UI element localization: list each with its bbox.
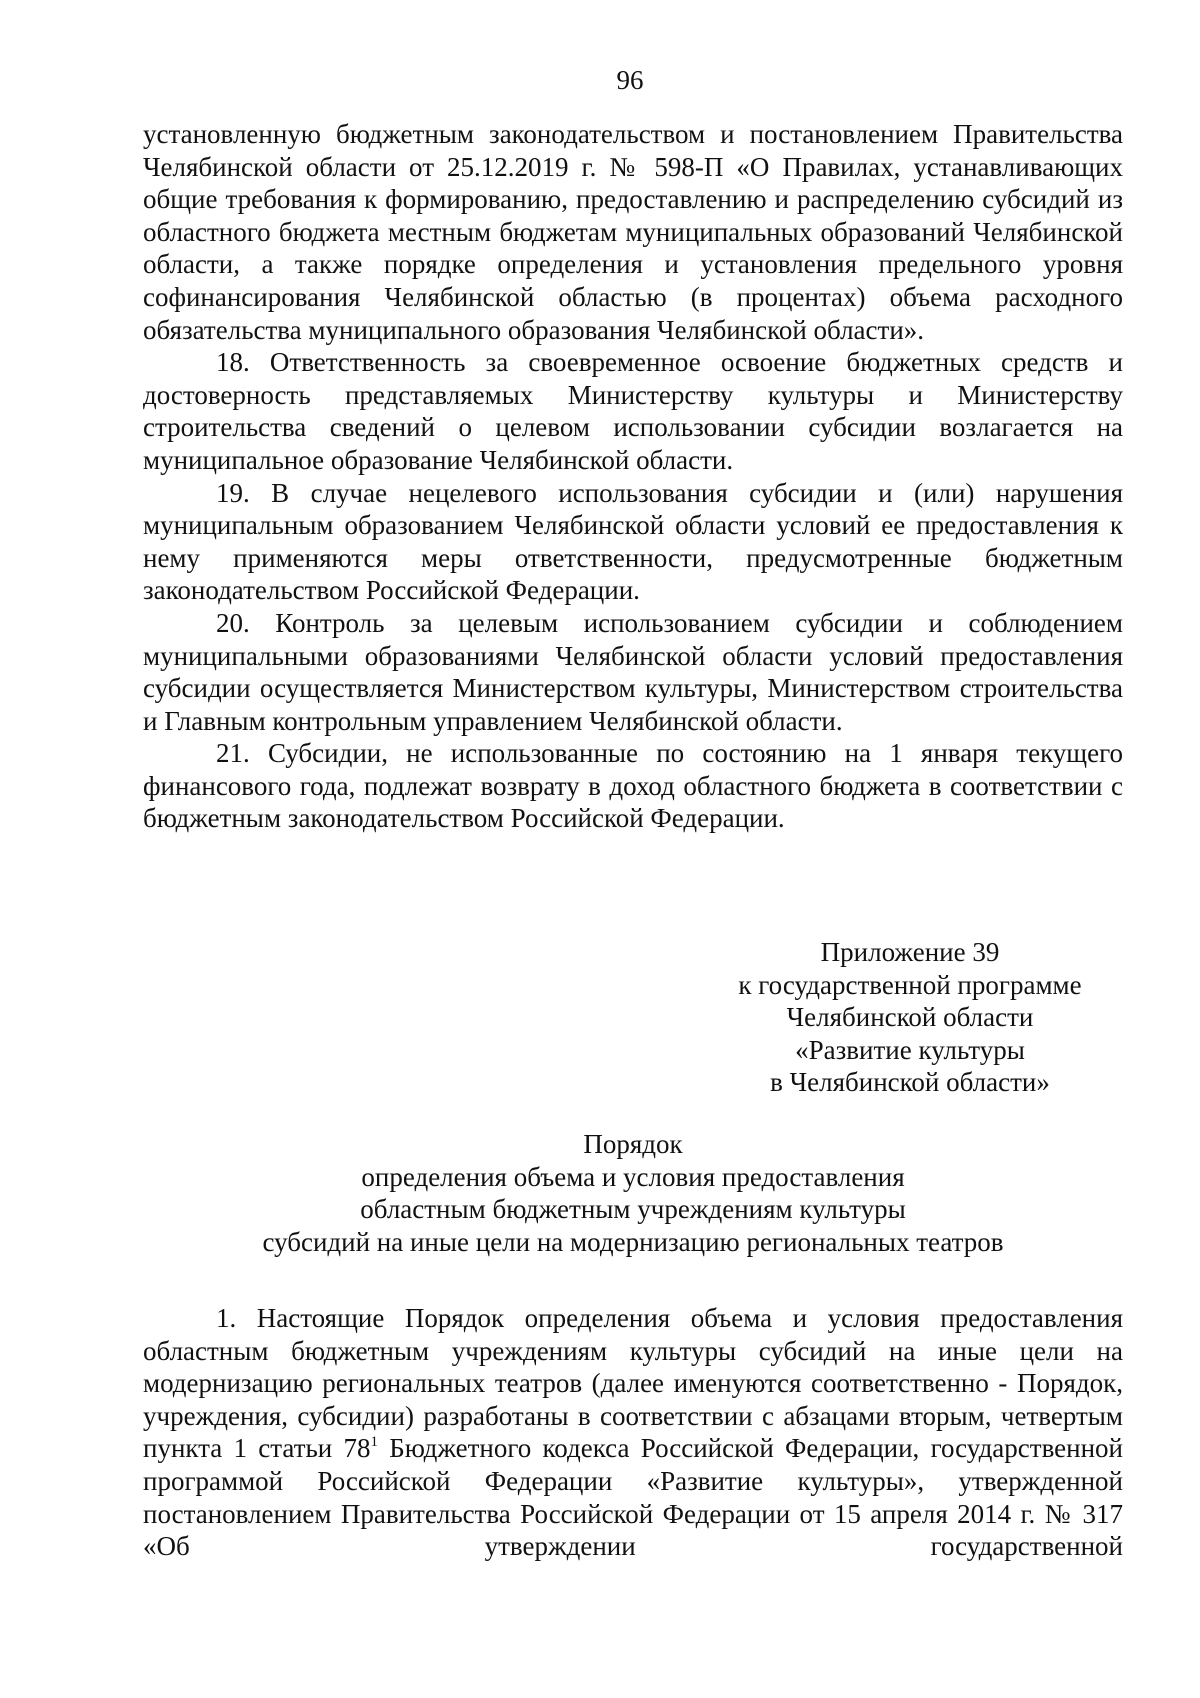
paragraph-continuation: установленную бюджетным законодательством и постановлением Правительства Челябинской области от 25.12.2019 г. № 598-П «О Правилах, устанавливающих общие требования к формированию, предоставлению и распределению субсидий из областного бюджета местным бюджетам муниципальных образований Челябинской области, а также порядке определения и установления предельного уровня софинансирования Челябинской областью (в процентах) объема расходного обязательства муниципального образования Челябинской области». <box>143 119 1123 345</box>
appendix-line: «Развитие культуры <box>795 1034 1025 1065</box>
order-paragraph-1 <box>143 1302 1123 1563</box>
paragraph-20: 20. Контроль за целевым использованием субсидии и соблюдением муниципальными образованиями Челябинской области условий предоставления субсидии осуществляется Министерством культуры, Министерством строительства и Главным контрольным управлением Челябинской области. <box>143 607 1123 736</box>
order-paragraph-1-part-2: Бюджетного кодекса Российской Федерации, государственной программой Российской Федерации «Развитие культуры», утвержденной постановлением Правительства Российской Федерации от 15 апреля 2014 г. № 317 «Об утверждении государственной <box>143 1433 1123 1562</box>
order-title-line: субсидий на иные цели на модернизацию региональных театров <box>262 1226 1004 1257</box>
order-title-line: определения объема и условия предоставления <box>361 1161 905 1192</box>
order-title <box>143 1128 1123 1258</box>
paragraph-19: 19. В случае нецелевого использования субсидии и (или) нарушения муниципальным образованием Челябинской области условий ее предоставления к нему применяются меры ответственности, предусмотренные бюджетным законодательством Российской Федерации. <box>143 477 1123 606</box>
order-body <box>143 1302 1123 1563</box>
body-text <box>143 118 1123 835</box>
paragraph-18: 18. Ответственность за своевременное освоение бюджетных средств и достоверность представляемых Министерству культуры и Министерству строительства сведений о целевом использовании субсидии возлагается на муниципальное образование Челябинской области. <box>143 347 1123 475</box>
appendix-line: Приложение 39 <box>820 937 1000 967</box>
article-superscript: 1 <box>370 1434 379 1451</box>
order-title-line: Порядок <box>583 1129 683 1159</box>
order-title-line: областным бюджетным учреждениям культуры <box>360 1194 906 1225</box>
appendix-line: к государственной программе <box>738 969 1082 1000</box>
appendix-line: Челябинской области <box>786 1002 1034 1033</box>
appendix-line: в Челябинской области» <box>770 1067 1050 1098</box>
page-number: 96 <box>616 65 644 95</box>
order-paragraph-1-part-1: 1. Настоящие Порядок определения объема и условия предоставления областным бюджетным учреждениям культуры субсидий на иные цели на модернизацию региональных театров (далее именуются соответственно - Порядок, учреждения, субсидии) разработаны в соответствии с абзацами вторым, четвертым пункта 1 статьи 78 <box>143 1303 1123 1464</box>
paragraph-21: 21. Субсидии, не использованные по состоянию на 1 января текущего финансового года, подлежат возврату в доход областного бюджета в соответствии с бюджетным законодательством Российской Федерации. <box>143 738 1123 834</box>
appendix-heading <box>700 936 1120 1099</box>
